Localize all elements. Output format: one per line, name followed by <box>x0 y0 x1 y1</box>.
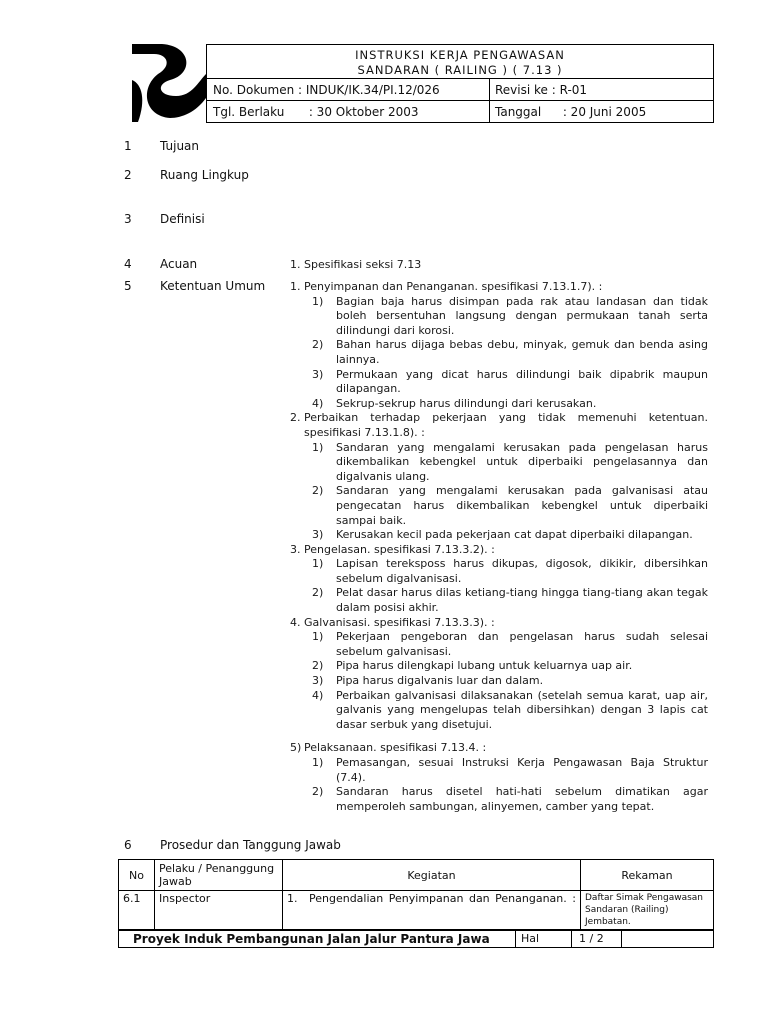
section-label: Ketentuan Umum <box>160 279 266 293</box>
list-item <box>290 543 708 558</box>
list-marker: 5) <box>290 741 302 755</box>
list-text: Sekrup-sekrup harus dilindungi dari kerusakan. <box>336 396 597 410</box>
sub-list-item <box>312 441 708 485</box>
list-marker: 1) <box>312 630 324 644</box>
list-text: Pipa harus dilengkapi lubang untuk keluarnya uap air. <box>336 659 633 673</box>
revisi-label: Revisi ke : <box>495 83 556 97</box>
list-marker: 2) <box>312 338 324 352</box>
section-number: 2 <box>124 168 132 182</box>
title-line-1: INSTRUKSI KERJA PENGAWASAN <box>355 48 565 62</box>
list-marker: 4) <box>312 396 324 410</box>
list-text: Lapisan tereksposs harus dikupas, digosok, dikikir, dibersihkan sebelum digalvanisasi. <box>336 557 708 585</box>
sub-list-item <box>312 586 708 615</box>
list-item <box>290 280 708 295</box>
table-header-row <box>119 860 714 891</box>
section-number: 5 <box>124 279 132 293</box>
list-text: Pengelasan. spesifikasi 7.13.3.2). : <box>304 542 495 556</box>
column-header-pelaku: Pelaku / Penanggung Jawab <box>155 860 283 891</box>
sub-list-item <box>312 689 708 733</box>
column-header-rekaman: Rekaman <box>581 860 714 891</box>
list-text: Bahan harus dijaga bebas debu, minyak, gemuk dan benda asing lainnya. <box>336 338 708 366</box>
sub-list-item <box>312 659 708 674</box>
list-text: Pipa harus digalvanis luar dan dalam. <box>336 674 544 688</box>
list-item <box>290 741 708 756</box>
list-marker: 1) <box>312 294 324 308</box>
doc-no-label: No. Dokumen : <box>213 83 303 97</box>
sub-list-item <box>312 484 708 528</box>
list-text: Pengendalian Penyimpanan dan Penanganan. : <box>309 892 576 905</box>
list-marker: 3) <box>312 367 324 381</box>
section-label: Tujuan <box>160 139 200 153</box>
cell-pelaku: Inspector <box>155 891 283 930</box>
sub-list-item <box>312 368 708 397</box>
section-label: Prosedur dan Tanggung Jawab <box>160 838 341 852</box>
section-label: Ruang Lingkup <box>160 168 249 182</box>
document-title <box>207 45 713 79</box>
list-text: Bagian baja harus disimpan pada rak atau landasan dan tidak boleh bersentuhan langsung dengan permukaan tanah serta dilindungi dari korosi. <box>336 294 708 337</box>
footer-hal-label: Hal <box>521 932 540 945</box>
acuan-list <box>290 258 708 273</box>
procedure-table <box>118 859 714 930</box>
list-text: Sandaran yang mengalami kerusakan pada pengelasan harus dikembalikan kebengkel untuk diperbaiki pengelasannya dan digalvanis ulang. <box>336 440 708 483</box>
cell-rekaman: Daftar Simak Pengawasan Sandaran (Railing) Jembatan. <box>581 891 714 930</box>
section-number: 6 <box>124 838 132 852</box>
column-header-no: No <box>119 860 155 891</box>
list-marker: 2) <box>312 785 324 799</box>
list-marker: 3) <box>312 528 324 542</box>
list-text: Kerusakan kecil pada pekerjaan cat dapat diperbaiki dilapangan. <box>336 528 693 542</box>
list-text: Permukaan yang dicat harus dilindungi baik dipabrik maupun dilapangan. <box>336 367 708 396</box>
revisi-value: R-01 <box>559 83 588 97</box>
list-marker: 1. <box>287 892 298 905</box>
sub-list-item <box>312 295 708 339</box>
list-text: Pelaksanaan. spesifikasi 7.13.4. : <box>304 741 487 755</box>
list-text: Pemasangan, sesuai Instruksi Kerja Pengawasan Baja Struktur (7.4). <box>336 756 708 784</box>
list-text: Sandaran yang mengalami kerusakan pada galvanisasi atau pengecatan harus dikembalikan kebengkel untuk diperbaiki sampai baik. <box>336 484 708 527</box>
footer-page-number: 1 / 2 <box>579 932 604 945</box>
list-marker: 1) <box>312 440 324 454</box>
document-header <box>206 44 714 123</box>
company-logo-icon <box>132 44 206 122</box>
list-marker: 2. <box>290 411 301 425</box>
list-marker: 2) <box>312 586 324 600</box>
sub-list-item <box>312 528 708 543</box>
column-header-kegiatan: Kegiatan <box>283 860 581 891</box>
section-number: 1 <box>124 139 132 153</box>
list-text: Galvanisasi. spesifikasi 7.13.3.3). : <box>304 615 495 629</box>
list-text: Penyimpanan dan Penanganan. spesifikasi 7.13.1.7). : <box>304 280 603 293</box>
list-text: Sandaran harus disetel hati-hati sebelum dimatikan agar memperoleh sambungan, alinyemen, camber yang tepat. <box>336 785 708 813</box>
tgl-berlaku-value: : 30 Oktober 2003 <box>308 105 419 119</box>
doc-no-value: INDUK/IK.34/PI.12/026 <box>305 83 440 97</box>
list-marker: 2) <box>312 659 324 673</box>
title-line-2: SANDARAN ( RAILING ) ( 7.13 ) <box>357 63 563 77</box>
list-text: Pekerjaan pengeboran dan pengelasan harus sudah selesai sebelum galvanisasi. <box>336 630 708 658</box>
list-marker: 1) <box>312 557 324 571</box>
cell-kegiatan <box>283 891 581 930</box>
sub-list-item <box>312 756 708 785</box>
list-marker: 4) <box>312 688 324 702</box>
tgl-berlaku-label: Tgl. Berlaku <box>213 105 285 119</box>
list-item <box>290 411 708 440</box>
tanggal-value: : 20 Juni 2005 <box>562 105 647 119</box>
section-number: 4 <box>124 257 132 271</box>
sub-list-item <box>312 397 708 412</box>
list-marker: 3. <box>290 542 301 556</box>
list-marker: 1) <box>312 756 324 769</box>
sub-list-item <box>312 630 708 659</box>
section-label: Definisi <box>160 212 205 226</box>
document-footer <box>118 930 714 948</box>
list-text: Perbaikan terhadap pekerjaan yang tidak memenuhi ketentuan. spesifikasi 7.13.1.8). : <box>304 411 708 439</box>
sub-list-item <box>312 557 708 586</box>
list-marker: 3) <box>312 674 324 688</box>
list-marker: 2) <box>312 484 324 498</box>
section-label: Acuan <box>160 257 198 271</box>
list-text: Spesifikasi seksi 7.13 <box>304 258 422 271</box>
header-row-document <box>207 79 713 101</box>
sub-list-item <box>312 785 708 814</box>
cell-no: 6.1 <box>119 891 155 930</box>
list-marker: 1. <box>290 258 301 271</box>
table-row <box>119 891 714 930</box>
list-text: Pelat dasar harus dilas ketiang-tiang hingga tiang-tiang akan tegak dalam posisi akhir. <box>336 586 708 615</box>
section-number: 3 <box>124 212 132 226</box>
header-row-date <box>207 101 713 123</box>
tanggal-label: Tanggal <box>495 105 542 119</box>
list-item <box>290 616 708 631</box>
footer-project-name: Proyek Induk Pembangunan Jalan Jalur Pantura Jawa <box>133 932 490 946</box>
ketentuan-umum-list <box>290 280 708 814</box>
sub-list-item <box>312 338 708 367</box>
list-marker: 4. <box>290 615 301 629</box>
list-marker: 1. <box>290 280 301 293</box>
list-text: Perbaikan galvanisasi dilaksanakan (setelah semua karat, uap air, galvanis yang mengelupas telah dibersihkan) dengan 3 lapis cat dasar serbuk yang disetujui. <box>336 688 708 731</box>
sub-list-item <box>312 674 708 689</box>
